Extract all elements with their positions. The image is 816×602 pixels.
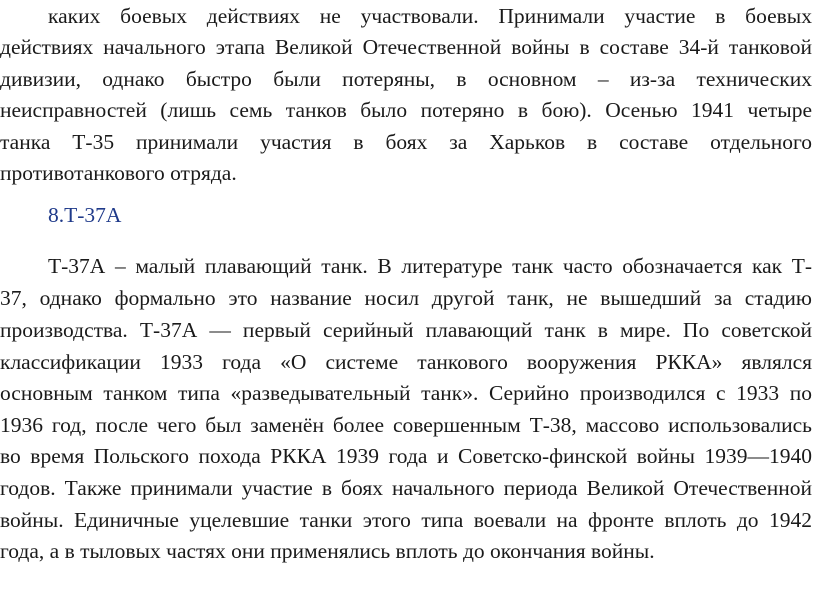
paragraph-2-line-8: годов. Также принимали участие в боях начального периода Великой Отечественной	[0, 476, 812, 500]
paragraph-1-line-2: действиях начального этапа Великой Отечественной войны в составе 34-й танковой	[0, 35, 812, 59]
section-heading: 8.Т-37А	[48, 203, 122, 227]
paragraph-2-line-2: 37, однако формально это название носил другой танк, не вышедший за стадию	[0, 286, 812, 310]
paragraph-2-line-4: классификации 1933 года «О системе танкового вооружения РККА» являлся	[0, 350, 812, 374]
paragraph-2-line-10: года, а в тыловых частях они применялись вплоть до окончания войны.	[0, 539, 655, 563]
paragraph-1-line-1: каких боевых действиях не участвовали. Принимали участие в боевых	[48, 4, 812, 28]
paragraph-2-line-3: производства. Т-37А — первый серийный плавающий танк в мире. По советской	[0, 318, 812, 342]
paragraph-1-line-3: дивизии, однако быстро были потеряны, в основном – из-за технических	[0, 67, 812, 91]
paragraph-2-line-5: основным танком типа «разведывательный танк». Серийно производился с 1933 по	[0, 381, 812, 405]
paragraph-2-line-1: Т-37А – малый плавающий танк. В литературе танк часто обозначается как Т-	[48, 254, 812, 278]
paragraph-2-line-6: 1936 год, после чего был заменён более совершенным Т-38, массово использовались	[0, 413, 812, 437]
paragraph-1-line-6: противотанкового отряда.	[0, 161, 237, 185]
paragraph-1-line-5: танка Т-35 принимали участия в боях за Харьков в составе отдельного	[0, 130, 812, 154]
paragraph-1-line-4: неисправностей (лишь семь танков было потеряно в бою). Осенью 1941 четыре	[0, 98, 812, 122]
paragraph-2-line-7: во время Польского похода РККА 1939 года и Советско-финской войны 1939—1940	[0, 444, 812, 468]
paragraph-2-line-9: войны. Единичные уцелевшие танки этого типа воевали на фронте вплоть до 1942	[0, 508, 812, 532]
